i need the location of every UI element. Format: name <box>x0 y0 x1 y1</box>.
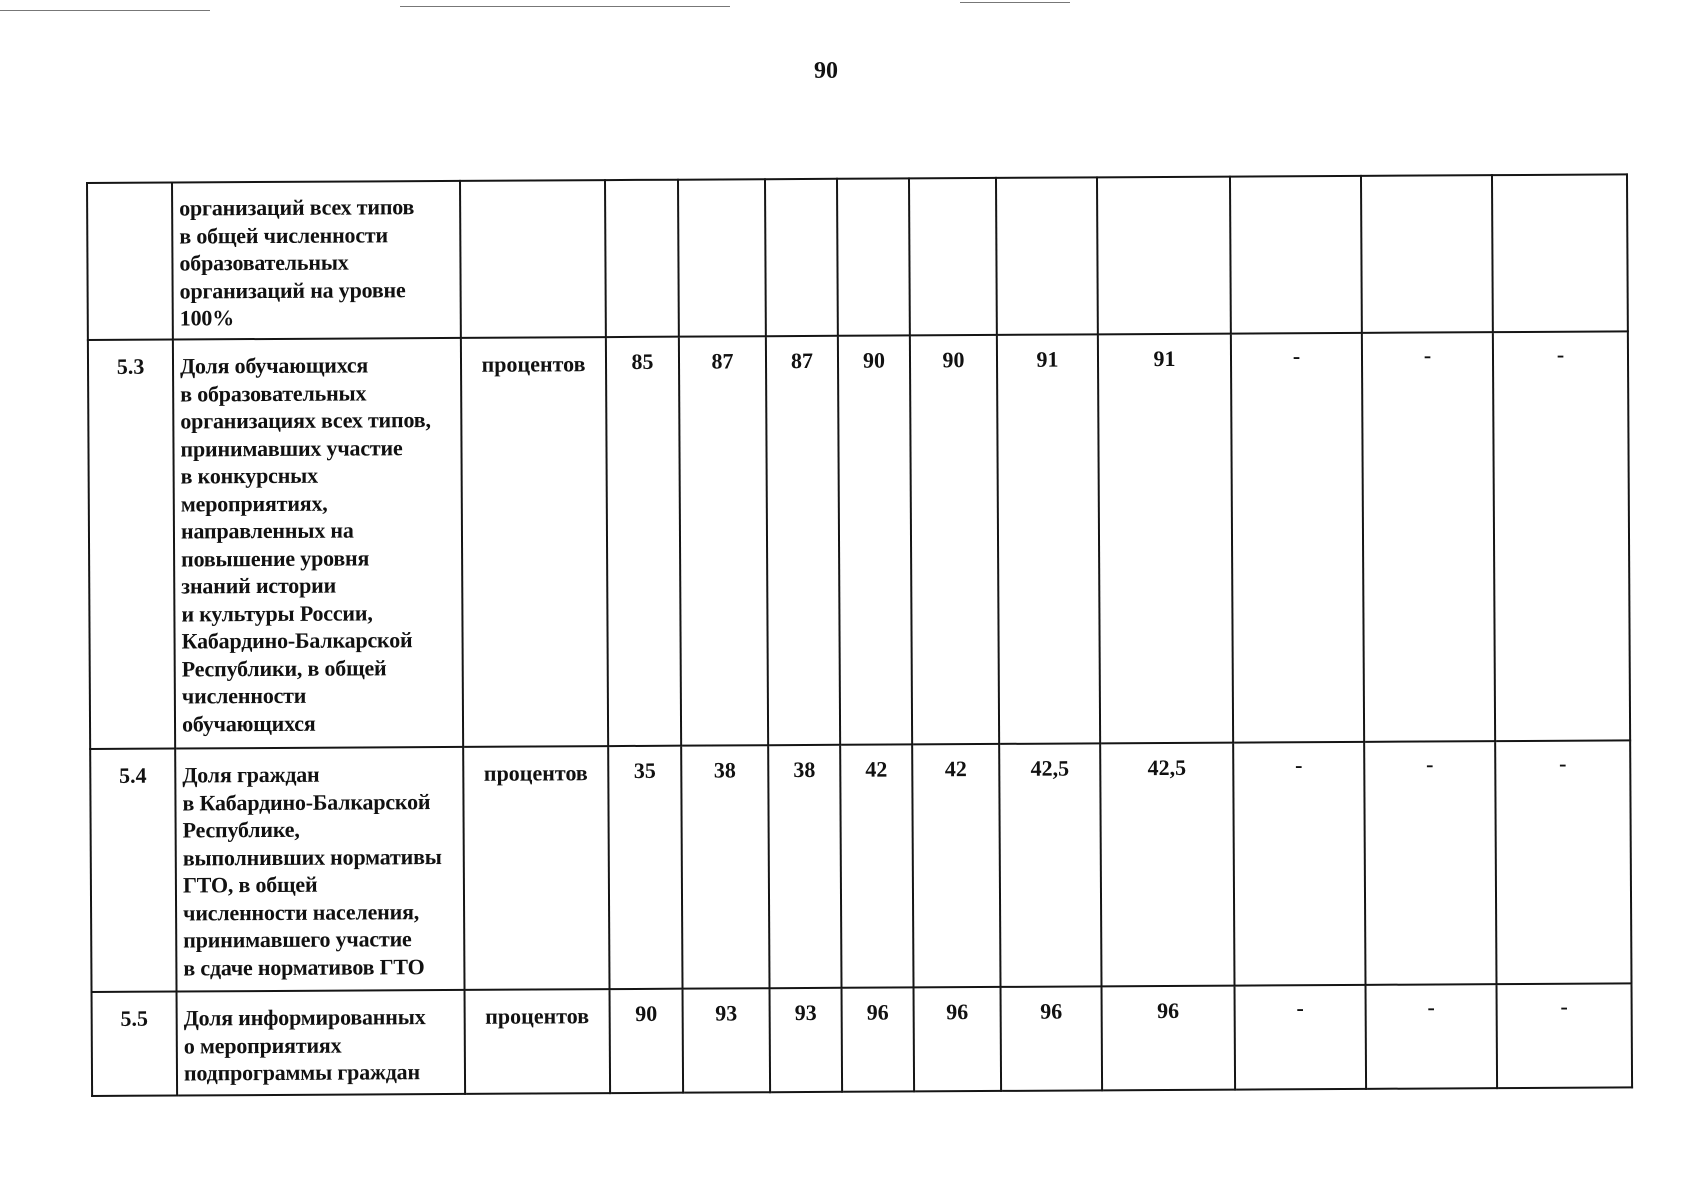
indicator-name-line: о мероприятиях <box>183 1032 342 1058</box>
value-cell: 38 <box>681 745 769 988</box>
indicator-name-line: в сдаче нормативов ГТО <box>183 953 425 980</box>
indicator-name-line: организаций всех типов <box>179 194 415 221</box>
value-cell <box>605 180 679 337</box>
value-cell: 42,5 <box>1100 743 1234 987</box>
indicator-name-line: и культуры России, <box>181 599 373 626</box>
indicator-name-line: организаций на уровне <box>179 276 406 303</box>
page-number: 90 <box>814 58 838 84</box>
value-cell: - <box>1366 984 1498 1089</box>
value-cell: 42 <box>912 744 1000 987</box>
indicator-name-line: направленных на <box>180 517 354 544</box>
indicator-name-line: принимавших участие <box>180 434 403 461</box>
indicator-name-line: мероприятиях, <box>180 490 328 516</box>
indicator-name-line: численности <box>181 682 307 709</box>
unit-cell: процентов <box>465 989 611 1094</box>
unit-cell: процентов <box>461 337 608 747</box>
indicator-name-line: Кабардино-Балкарской <box>181 627 413 654</box>
value-cell: 42 <box>840 744 913 987</box>
value-cell <box>996 177 1098 335</box>
value-cell: 93 <box>683 988 771 1092</box>
table-row <box>92 983 1633 1096</box>
value-cell: 90 <box>610 989 684 1093</box>
value-cell <box>837 178 910 335</box>
value-cell: - <box>1231 333 1364 743</box>
value-cell: 42,5 <box>999 743 1101 987</box>
value-cell: 90 <box>910 335 999 744</box>
value-cell: - <box>1493 331 1630 741</box>
indicator-name-line: в общей численности <box>179 221 389 248</box>
row-number-cell: 5.5 <box>92 992 178 1096</box>
value-cell: - <box>1497 983 1633 1088</box>
indicator-name-line: ГТО, в общей <box>182 871 318 898</box>
indicator-name-line: 100% <box>179 305 235 331</box>
indicator-name-line: обучающихся <box>181 710 316 736</box>
indicator-name-line: в образовательных <box>180 379 367 406</box>
indicator-name-line: выполнивших нормативы <box>182 843 442 870</box>
indicator-name-line: Доля обучающихся <box>179 352 369 379</box>
table-row <box>88 331 1630 749</box>
value-cell: 93 <box>770 988 843 1092</box>
value-cell <box>1361 175 1493 333</box>
value-cell: - <box>1235 985 1367 1090</box>
scan-artifact-line <box>0 10 210 11</box>
table-row <box>87 174 1628 340</box>
indicator-name-line: образовательных <box>179 249 349 276</box>
value-cell: - <box>1495 740 1631 984</box>
value-cell: 96 <box>1001 986 1103 1091</box>
indicator-name-line: в конкурсных <box>180 462 318 489</box>
value-cell: 91 <box>1098 334 1233 744</box>
value-cell: - <box>1233 742 1365 986</box>
value-cell: - <box>1364 741 1496 985</box>
indicator-name-line: в Кабардино-Балкарской <box>182 788 431 815</box>
indicator-name-line: Доля граждан <box>182 761 320 788</box>
indicator-name-line: Республики, в общей <box>181 654 387 681</box>
value-cell <box>765 179 838 336</box>
indicator-table <box>86 173 1633 1097</box>
value-cell: 38 <box>768 745 841 988</box>
indicator-name-cell <box>172 181 461 340</box>
indicator-name-line: знаний истории <box>181 572 337 599</box>
value-cell: 96 <box>914 987 1002 1091</box>
indicator-name-line: принимавшего участие <box>183 926 412 953</box>
indicator-name-cell <box>177 990 466 1096</box>
indicator-name-line: численности населения, <box>183 898 420 925</box>
value-cell <box>1230 176 1362 334</box>
unit-cell <box>460 180 606 338</box>
table-row <box>90 740 1631 992</box>
value-cell: - <box>1362 332 1495 742</box>
value-cell: 87 <box>679 336 768 745</box>
value-cell <box>1097 177 1231 335</box>
indicator-name-line: Доля информированных <box>183 1004 426 1031</box>
indicator-name-line: Республике, <box>182 816 300 843</box>
indicator-name-cell <box>173 338 463 749</box>
value-cell: 96 <box>842 987 915 1091</box>
unit-cell: процентов <box>463 746 609 990</box>
value-cell: 91 <box>997 334 1100 744</box>
value-cell <box>678 179 766 336</box>
value-cell: 96 <box>1102 986 1236 1091</box>
indicator-name-line: подпрограммы граждан <box>183 1059 420 1086</box>
row-number-cell: 5.4 <box>90 749 176 992</box>
indicator-name-line: организациях всех типов, <box>180 407 431 434</box>
scan-artifact-line <box>960 2 1070 3</box>
value-cell: 90 <box>838 335 912 744</box>
value-cell: 85 <box>606 337 681 746</box>
row-number-cell: 5.3 <box>88 340 175 749</box>
value-cell <box>909 178 997 335</box>
value-cell: 35 <box>608 746 682 989</box>
value-cell: 87 <box>766 336 840 745</box>
indicator-name-cell <box>175 747 464 992</box>
indicator-name-line: повышение уровня <box>181 544 370 571</box>
row-number-cell <box>87 183 173 340</box>
value-cell <box>1492 174 1628 332</box>
scan-artifact-line <box>400 6 730 7</box>
